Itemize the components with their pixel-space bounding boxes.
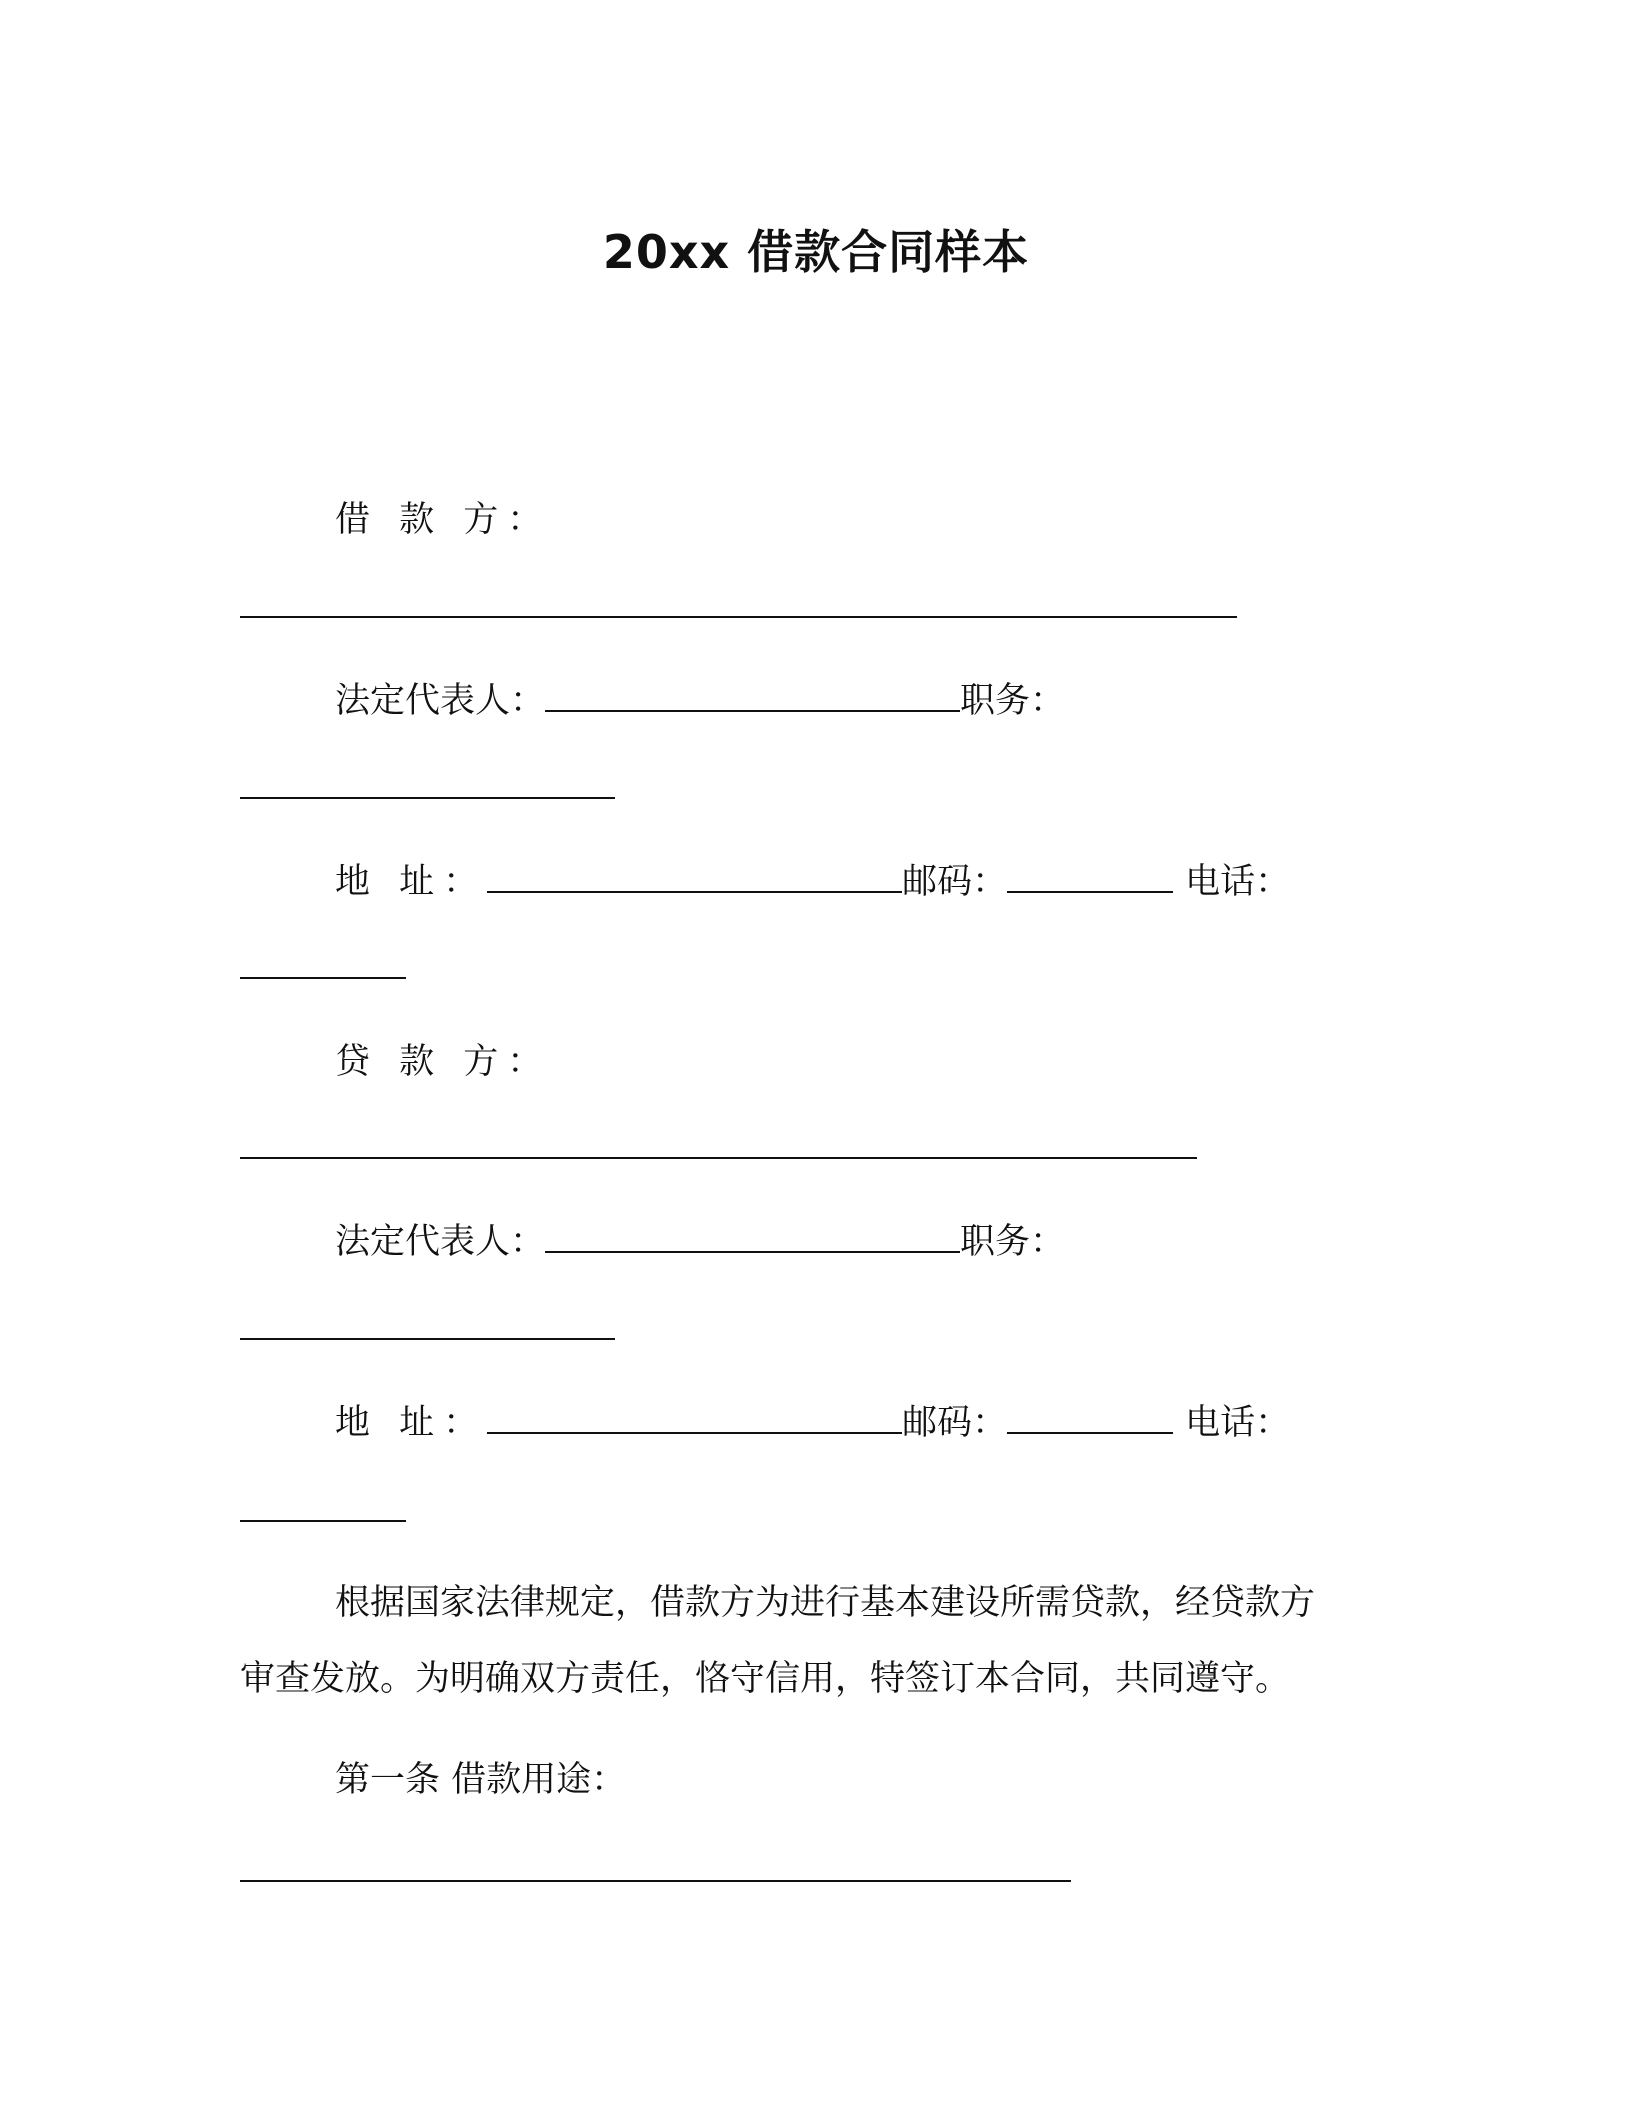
lender-representative-row <box>335 1219 1065 1265</box>
borrower-name-blank <box>240 616 1237 618</box>
lender-name-blank <box>240 1157 1197 1159</box>
borrower-rep-blank <box>545 678 960 712</box>
borrower-position-blank <box>240 797 615 799</box>
lender-rep-label: 法定代表人： <box>335 1222 546 1262</box>
borrower-address-blank <box>487 859 902 893</box>
borrower-phone-label: 电话： <box>1185 862 1291 902</box>
article-1-label: 第一条 借款用途： <box>335 1760 627 1800</box>
borrower-phone-blank <box>240 977 406 979</box>
borrower-address-label: 地 址： <box>335 862 488 902</box>
document-title: 20xx 借款合同样本 <box>602 225 1030 279</box>
lender-address-blank <box>487 1400 902 1434</box>
borrower-postcode-blank <box>1007 859 1173 893</box>
borrower-label: 借 款 方： <box>335 500 552 540</box>
borrower-position-label: 职务： <box>960 681 1066 721</box>
lender-address-label: 地 址： <box>335 1403 488 1443</box>
borrower-address-row <box>335 859 1290 905</box>
lender-label: 贷 款 方： <box>335 1042 552 1082</box>
lender-postcode-label: 邮码： <box>902 1403 1008 1443</box>
lender-position-blank <box>240 1338 615 1340</box>
lender-address-row <box>335 1400 1290 1446</box>
article-1-blank <box>240 1880 1071 1882</box>
preamble-line-2: 审查发放。为明确双方责任，恪守信用，特签订本合同，共同遵守。 <box>240 1659 1291 1699</box>
lender-phone-blank <box>240 1520 406 1522</box>
borrower-postcode-label: 邮码： <box>902 862 1008 902</box>
borrower-rep-label: 法定代表人： <box>335 681 546 721</box>
lender-postcode-blank <box>1007 1400 1173 1434</box>
lender-rep-blank <box>545 1219 960 1253</box>
preamble-line-1: 根据国家法律规定，借款方为进行基本建设所需贷款，经贷款方 <box>335 1583 1316 1623</box>
lender-phone-label: 电话： <box>1185 1403 1291 1443</box>
borrower-representative-row <box>335 678 1065 724</box>
lender-position-label: 职务： <box>960 1222 1066 1262</box>
